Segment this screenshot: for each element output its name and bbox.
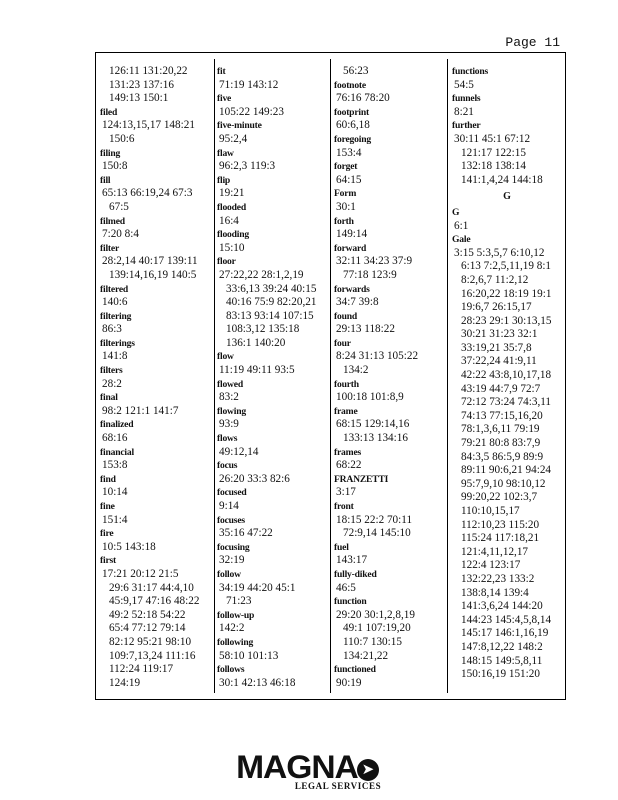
index-page-refs: 147:8,12,22 148:2 xyxy=(461,640,543,653)
index-page-refs: 45:9,17 47:16 48:22 xyxy=(109,595,200,608)
column-divider xyxy=(447,59,448,693)
index-page-refs: 112:10,23 115:20 xyxy=(461,518,540,531)
index-page-refs: 121:17 122:15 xyxy=(461,146,526,159)
index-page-refs: 15:10 xyxy=(219,241,245,254)
index-headword: follow xyxy=(217,568,241,580)
index-page-refs: 100:18 101:8,9 xyxy=(336,391,404,404)
index-headword: footprint xyxy=(334,106,369,118)
index-headword: forth xyxy=(334,215,354,227)
index-headword: function xyxy=(334,596,367,608)
index-page-refs: 35:16 47:22 xyxy=(219,527,273,540)
index-page-refs: 96:2,3 119:3 xyxy=(219,160,276,173)
index-page-refs: 150:16,19 151:20 xyxy=(461,668,540,681)
index-page-refs: 142:2 xyxy=(219,622,245,635)
logo-subtext: LEGAL SERVICES xyxy=(294,781,382,791)
index-page-refs: 139:14,16,19 140:5 xyxy=(109,268,197,281)
index-page-refs: 8:2,6,7 11:2,12 xyxy=(461,273,529,286)
index-column-1 xyxy=(100,65,208,690)
index-page-refs: 86:3 xyxy=(102,323,122,336)
index-headword: four xyxy=(334,337,351,349)
index-page-refs: 58:10 101:13 xyxy=(219,649,279,662)
index-page-refs: 30:1 xyxy=(336,200,356,213)
index-page-refs: 28:2,14 40:17 139:11 xyxy=(102,255,198,268)
index-page-refs: 71:23 xyxy=(226,595,252,608)
column-divider xyxy=(330,59,331,693)
index-page-refs: 149:14 xyxy=(336,228,368,241)
index-page-refs: 124:19 xyxy=(109,676,141,689)
index-headword: focusing xyxy=(217,541,250,553)
index-page-refs: 11:19 49:11 93:5 xyxy=(219,364,295,377)
index-page-refs: 68:16 xyxy=(102,432,128,445)
index-page-refs: 42:22 43:8,10,17,18 xyxy=(461,369,552,382)
index-headword: filmed xyxy=(100,215,125,227)
index-page-refs: 29:20 30:1,2,8,19 xyxy=(336,608,415,621)
index-headword: fourth xyxy=(334,378,359,390)
index-headword: filtered xyxy=(100,283,129,295)
index-page-refs: 10:5 143:18 xyxy=(102,540,156,553)
index-page-refs: 30:21 31:23 32:1 xyxy=(461,328,538,341)
index-page-refs: 28:23 29:1 30:13,15 xyxy=(461,314,552,327)
index-headword: frame xyxy=(334,405,358,417)
index-headword: fit xyxy=(217,66,226,77)
index-page-refs: 143:17 xyxy=(336,554,368,567)
index-headword: fire xyxy=(100,528,114,540)
index-page-refs: 131:23 137:16 xyxy=(109,78,174,91)
index-page-refs: 16:20,22 18:19 19:1 xyxy=(461,287,552,300)
index-headword: Form xyxy=(334,188,357,200)
index-page-refs: 46:5 xyxy=(336,581,356,594)
index-headword: follows xyxy=(217,664,245,676)
index-frame xyxy=(95,52,566,700)
index-headword: focus xyxy=(217,460,238,472)
index-headword: five-minute xyxy=(217,120,262,132)
index-page-refs: 124:13,15,17 148:21 xyxy=(102,119,195,132)
index-page-refs: 19:21 xyxy=(219,187,245,200)
index-page-refs: 6:13 7:2,5,11,19 8:1 xyxy=(461,260,552,273)
index-page-refs: 141:3,6,24 144:20 xyxy=(461,600,543,613)
index-page-refs: 121:4,11,12,17 xyxy=(461,545,529,558)
index-page-refs: 83:2 xyxy=(219,391,239,404)
index-page-refs: 132:22,23 133:2 xyxy=(461,572,535,585)
index-headword: flip xyxy=(217,174,231,186)
index-headword: focused xyxy=(217,487,247,499)
index-headword: flooding xyxy=(217,229,249,241)
magna-logo xyxy=(0,749,618,791)
index-page-refs: 16:4 xyxy=(219,214,239,227)
index-page-refs: 77:18 123:9 xyxy=(343,268,397,281)
index-headword: forward xyxy=(334,242,367,254)
index-page-refs: 26:20 33:3 82:6 xyxy=(219,472,290,485)
index-headword: flows xyxy=(217,433,238,445)
index-page-refs: 133:13 134:16 xyxy=(343,432,408,445)
index-headword: follow-up xyxy=(217,609,255,621)
index-page-refs: 122:4 123:17 xyxy=(461,559,521,572)
index-page-refs: 115:24 117:18,21 xyxy=(461,532,540,545)
index-page-refs: 32:19 xyxy=(219,554,245,567)
index-page-refs: 27:22,22 28:1,2,19 xyxy=(219,268,304,281)
index-page-refs: 49:2 52:18 54:22 xyxy=(109,608,186,621)
index-page-refs: 110:7 130:15 xyxy=(343,635,402,648)
index-page-refs: 65:13 66:19,24 67:3 xyxy=(102,187,193,200)
index-headword: filter xyxy=(100,242,120,254)
index-headword: frames xyxy=(334,446,362,458)
index-page-refs: 78:1,3,6,11 79:19 xyxy=(461,423,540,436)
index-headword: five xyxy=(217,93,232,105)
arrow-circle-icon: ➤ xyxy=(357,759,379,781)
index-headword: flowing xyxy=(217,405,246,417)
index-page-refs: 126:11 131:20,22 xyxy=(109,65,188,77)
index-page-refs: 40:16 75:9 82:20,21 xyxy=(226,296,317,309)
index-headword: first xyxy=(100,555,117,567)
index-page-refs: 148:15 149:5,8,11 xyxy=(461,654,543,667)
index-headword: following xyxy=(217,636,254,648)
index-page-refs: 18:15 22:2 70:11 xyxy=(336,513,413,526)
index-page-refs: 79:21 80:8 83:7,9 xyxy=(461,437,541,450)
index-page-refs: 150:8 xyxy=(102,160,128,173)
index-headword: fuel xyxy=(334,541,349,553)
index-page-refs: 9:14 xyxy=(219,500,239,512)
index-page-refs: 112:24 119:17 xyxy=(109,663,174,676)
index-page-refs: 33:19,21 35:7,8 xyxy=(461,341,532,354)
index-page-refs: 54:5 xyxy=(454,78,474,91)
index-page-refs: 89:11 90:6,21 94:24 xyxy=(461,464,552,477)
index-page-refs: 95:7,9,10 98:10,12 xyxy=(461,477,546,490)
index-headword: filing xyxy=(100,147,121,159)
index-page-refs: 8:24 31:13 105:22 xyxy=(336,350,419,363)
index-headword: functions xyxy=(452,66,489,77)
index-page-refs: 34:19 44:20 45:1 xyxy=(219,581,296,594)
index-page-refs: 153:8 xyxy=(102,459,128,472)
index-headword: functioned xyxy=(334,664,376,676)
index-page-refs: 110:10,15,17 xyxy=(461,505,520,517)
index-page-refs: 37:22,24 41:9,11 xyxy=(461,355,537,368)
index-page-refs: 68:15 129:14,16 xyxy=(336,418,410,431)
index-page-refs: 43:19 44:7,9 72:7 xyxy=(461,382,541,395)
page-number: Page 11 xyxy=(505,35,560,50)
index-headword: filed xyxy=(100,106,118,118)
index-headword: financial xyxy=(100,446,134,458)
index-page-refs: 134:2 xyxy=(343,364,369,377)
index-headword: flaw xyxy=(217,147,234,159)
index-page-refs: 140:6 xyxy=(102,296,128,309)
index-page-refs: 74:13 77:15,16,20 xyxy=(461,409,543,422)
index-page-refs: 65:4 77:12 79:14 xyxy=(109,622,186,635)
index-headword: footnote xyxy=(334,79,366,91)
index-column-3 xyxy=(334,65,444,690)
index-headword: filters xyxy=(100,365,123,377)
index-page-refs: 84:3,5 86:5,9 89:9 xyxy=(461,450,544,463)
logo-text: MAGNA xyxy=(236,749,358,785)
index-page-refs: 72:9,14 145:10 xyxy=(343,527,411,540)
index-page-refs: 34:7 39:8 xyxy=(336,296,379,309)
index-page-refs: 134:21,22 xyxy=(343,649,389,662)
index-headword: flooded xyxy=(217,201,246,213)
index-page-refs: 3:15 5:3,5,7 6:10,12 xyxy=(454,246,545,259)
index-page-refs: 17:21 20:12 21:5 xyxy=(102,567,179,580)
index-column-2 xyxy=(217,65,328,690)
index-headword: funnels xyxy=(452,93,481,105)
index-page-refs: 93:9 xyxy=(219,418,239,431)
index-page-refs: 8:21 xyxy=(454,105,474,118)
index-headword: further xyxy=(452,120,481,132)
index-page-refs: 7:20 8:4 xyxy=(102,228,139,241)
index-page-refs: 29:6 31:17 44:4,10 xyxy=(109,581,194,594)
index-page-refs: 76:16 78:20 xyxy=(336,92,390,105)
index-page-refs: 82:12 95:21 98:10 xyxy=(109,635,192,648)
index-page-refs: 153:4 xyxy=(336,146,362,159)
index-headword: filtering xyxy=(100,310,132,322)
index-page-refs: 30:11 45:1 67:12 xyxy=(454,132,531,145)
index-page-refs: 99:20,22 102:3,7 xyxy=(461,491,538,504)
index-page-refs: 3:17 xyxy=(336,486,356,499)
index-headword: found xyxy=(334,310,357,322)
index-headword: fill xyxy=(100,174,111,186)
index-page-refs: 29:13 118:22 xyxy=(336,323,395,336)
index-headword: finalized xyxy=(100,419,134,431)
index-page-refs: 30:1 42:13 46:18 xyxy=(219,676,296,689)
index-headword: focuses xyxy=(217,514,245,526)
index-page-refs: 28:2 xyxy=(102,377,122,390)
index-page-refs: 108:3,12 135:18 xyxy=(226,323,300,336)
index-page-refs: 19:6,7 26:15,17 xyxy=(461,301,532,314)
index-page-refs: 138:8,14 139:4 xyxy=(461,586,529,599)
index-page-refs: 10:14 xyxy=(102,486,128,499)
index-page-refs: 60:6,18 xyxy=(336,119,370,132)
index-page-refs: 150:6 xyxy=(109,132,135,145)
index-headword: find xyxy=(100,473,116,485)
index-page-refs: 68:22 xyxy=(336,459,362,472)
index-page-refs: 64:15 xyxy=(336,173,362,186)
index-headword: forget xyxy=(334,161,358,173)
index-page-refs: 109:7,13,24 111:16 xyxy=(109,649,196,662)
index-headword: Gale xyxy=(452,234,471,246)
index-page-refs: 98:2 121:1 141:7 xyxy=(102,404,179,417)
index-headword: G xyxy=(452,206,460,218)
index-page-refs: 71:19 143:12 xyxy=(219,78,279,91)
index-page-refs: 145:17 146:1,16,19 xyxy=(461,627,549,640)
index-page-refs: 49:1 107:19,20 xyxy=(343,622,411,635)
index-page-refs: 144:23 145:4,5,8,14 xyxy=(461,613,552,626)
index-headword: fully-diked xyxy=(334,568,377,580)
index-headword: fine xyxy=(100,501,115,512)
index-page-refs: 32:11 34:23 37:9 xyxy=(336,255,413,268)
index-page-refs: 90:19 xyxy=(336,676,362,689)
index-headword: forwards xyxy=(334,283,370,295)
column-divider xyxy=(214,59,215,693)
index-column-4 xyxy=(452,65,562,682)
index-page-refs: 6:1 xyxy=(454,219,469,232)
index-page-refs: 95:2,4 xyxy=(219,132,248,145)
index-headword: filterings xyxy=(100,337,135,349)
index-page-refs: 83:13 93:14 107:15 xyxy=(226,309,314,322)
index-page-refs: 56:23 xyxy=(343,65,369,77)
index-section-letter: G xyxy=(503,191,511,203)
index-page-refs: 105:22 149:23 xyxy=(219,105,284,118)
index-page-refs: 67:5 xyxy=(109,200,129,213)
index-page-refs: 72:12 73:24 74:3,11 xyxy=(461,396,552,409)
index-page-refs: 49:12,14 xyxy=(219,445,259,458)
index-headword: front xyxy=(334,501,354,512)
index-headword: FRANZETTI xyxy=(334,473,389,485)
index-page-refs: 136:1 140:20 xyxy=(226,336,286,349)
index-headword: final xyxy=(100,392,118,404)
index-page-refs: 141:1,4,24 144:18 xyxy=(461,173,543,186)
index-page-refs: 149:13 150:1 xyxy=(109,92,169,105)
index-headword: foregoing xyxy=(334,133,371,145)
index-page-refs: 151:4 xyxy=(102,513,128,526)
index-page-refs: 141:8 xyxy=(102,350,128,363)
index-page-refs: 132:18 138:14 xyxy=(461,160,526,173)
index-headword: floor xyxy=(217,256,236,268)
index-page-refs: 33:6,13 39:24 40:15 xyxy=(226,282,317,295)
index-headword: flow xyxy=(217,351,234,363)
index-headword: flowed xyxy=(217,378,243,390)
